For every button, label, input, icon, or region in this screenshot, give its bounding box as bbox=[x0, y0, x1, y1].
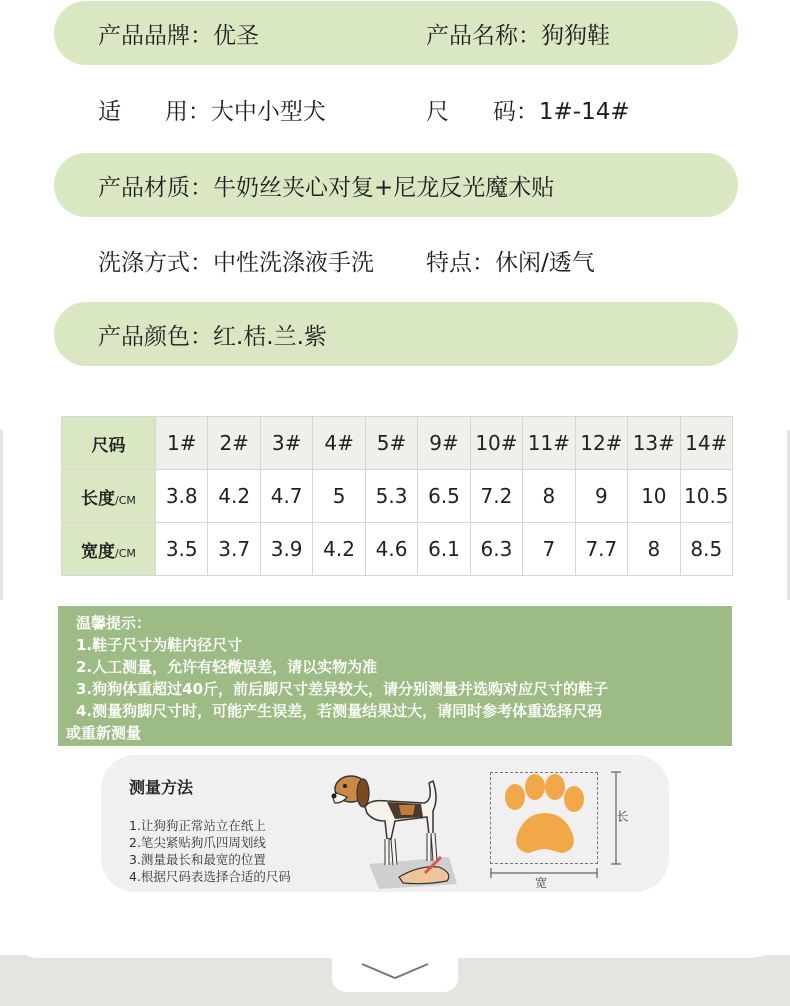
measure-step: 2.笔尖紧贴狗爪四周划线 bbox=[129, 835, 266, 850]
spec-size: 尺 码：1#-14# bbox=[426, 98, 630, 125]
spec-row-suitable bbox=[54, 77, 738, 141]
measure-step: 4.根据尺码表选择合适的尺码 bbox=[129, 869, 291, 884]
measure-method-card bbox=[101, 755, 669, 892]
width-cell: 6.1 bbox=[418, 523, 470, 576]
length-cell: 7.2 bbox=[470, 470, 522, 523]
measure-step: 1.让狗狗正常站立在纸上 bbox=[129, 818, 266, 833]
width-label: 宽度 bbox=[81, 541, 116, 562]
beagle-dog-illustration bbox=[329, 769, 459, 889]
size-cell: 11# bbox=[523, 417, 575, 470]
size-cell: 12# bbox=[575, 417, 627, 470]
spec-row-washing bbox=[54, 228, 738, 292]
length-cell: 5 bbox=[313, 470, 365, 523]
width-cell: 3.9 bbox=[260, 523, 312, 576]
chevron-down-icon bbox=[360, 961, 430, 981]
size-cell: 5# bbox=[365, 417, 417, 470]
width-cell: 7.7 bbox=[575, 523, 627, 576]
bottom-card-edge bbox=[0, 898, 790, 958]
spec-colors: 产品颜色：红.桔.兰.紫 bbox=[98, 323, 327, 350]
measure-steps bbox=[129, 817, 291, 885]
size-header-label: 尺码 bbox=[62, 417, 156, 470]
tips-box bbox=[58, 606, 732, 746]
width-unit: /CM bbox=[115, 546, 136, 560]
spec-brand: 产品品牌：优圣 bbox=[98, 22, 259, 49]
width-cell: 4.2 bbox=[313, 523, 365, 576]
measure-step: 3.测量最长和最宽的位置 bbox=[129, 852, 266, 867]
size-cell: 13# bbox=[628, 417, 680, 470]
size-cell: 4# bbox=[313, 417, 365, 470]
width-label-cell bbox=[62, 523, 156, 576]
spec-name: 产品名称：狗狗鞋 bbox=[426, 22, 610, 49]
width-cell: 7 bbox=[523, 523, 575, 576]
spec-feature: 特点：休闲/透气 bbox=[426, 249, 595, 276]
size-cell: 1# bbox=[156, 417, 208, 470]
length-dimension-label: 长 bbox=[615, 810, 629, 822]
expand-more-button[interactable] bbox=[332, 950, 458, 992]
size-header-row bbox=[62, 417, 733, 470]
length-cell: 4.7 bbox=[260, 470, 312, 523]
length-cell: 9 bbox=[575, 470, 627, 523]
tips-title: 温馨提示： bbox=[76, 614, 152, 632]
length-cell: 5.3 bbox=[365, 470, 417, 523]
spec-washing: 洗涤方式：中性洗涤液手洗 bbox=[98, 249, 374, 276]
spec-row-material bbox=[54, 153, 738, 217]
tip-item: 1.鞋子尺寸为鞋内径尺寸 bbox=[76, 636, 243, 654]
tip-continuation: 或重新测量 bbox=[66, 724, 142, 742]
size-cell: 14# bbox=[680, 417, 732, 470]
length-cell: 4.2 bbox=[208, 470, 260, 523]
length-cell: 10 bbox=[628, 470, 680, 523]
page-edge-left bbox=[0, 430, 3, 600]
width-cell: 8.5 bbox=[680, 523, 732, 576]
width-row bbox=[62, 523, 733, 576]
width-cell: 4.6 bbox=[365, 523, 417, 576]
width-dimension-label: 宽 bbox=[535, 876, 548, 890]
length-cell: 6.5 bbox=[418, 470, 470, 523]
length-cell: 10.5 bbox=[680, 470, 732, 523]
length-cell: 8 bbox=[523, 470, 575, 523]
tip-item: 2.人工测量，允许有轻微误差，请以实物为准 bbox=[76, 658, 378, 676]
spec-suitable: 适 用：大中小型犬 bbox=[98, 98, 326, 125]
length-cell: 3.8 bbox=[156, 470, 208, 523]
tip-item: 3.狗狗体重超过40斤，前后脚尺寸差异较大，请分别测量并选购对应尺寸的鞋子 bbox=[76, 680, 609, 698]
spec-material: 产品材质：牛奶丝夹心对复+尼龙反光魔术贴 bbox=[98, 174, 555, 201]
length-label: 长度 bbox=[81, 488, 116, 509]
width-cell: 3.5 bbox=[156, 523, 208, 576]
size-table bbox=[61, 416, 733, 576]
length-unit: /CM bbox=[115, 493, 136, 507]
spec-row-brand bbox=[54, 1, 738, 65]
measure-title: 测量方法 bbox=[129, 778, 194, 797]
width-cell: 6.3 bbox=[470, 523, 522, 576]
width-cell: 3.7 bbox=[208, 523, 260, 576]
spec-row-colors bbox=[54, 302, 738, 366]
length-label-cell bbox=[62, 470, 156, 523]
size-cell: 3# bbox=[260, 417, 312, 470]
size-cell: 10# bbox=[470, 417, 522, 470]
length-row bbox=[62, 470, 733, 523]
width-cell: 8 bbox=[628, 523, 680, 576]
paw-print-icon bbox=[493, 773, 595, 863]
tip-item: 4.测量狗脚尺寸时，可能产生误差，若测量结果过大，请同时参考体重选择尺码 bbox=[76, 702, 603, 720]
size-cell: 2# bbox=[208, 417, 260, 470]
size-cell: 9# bbox=[418, 417, 470, 470]
